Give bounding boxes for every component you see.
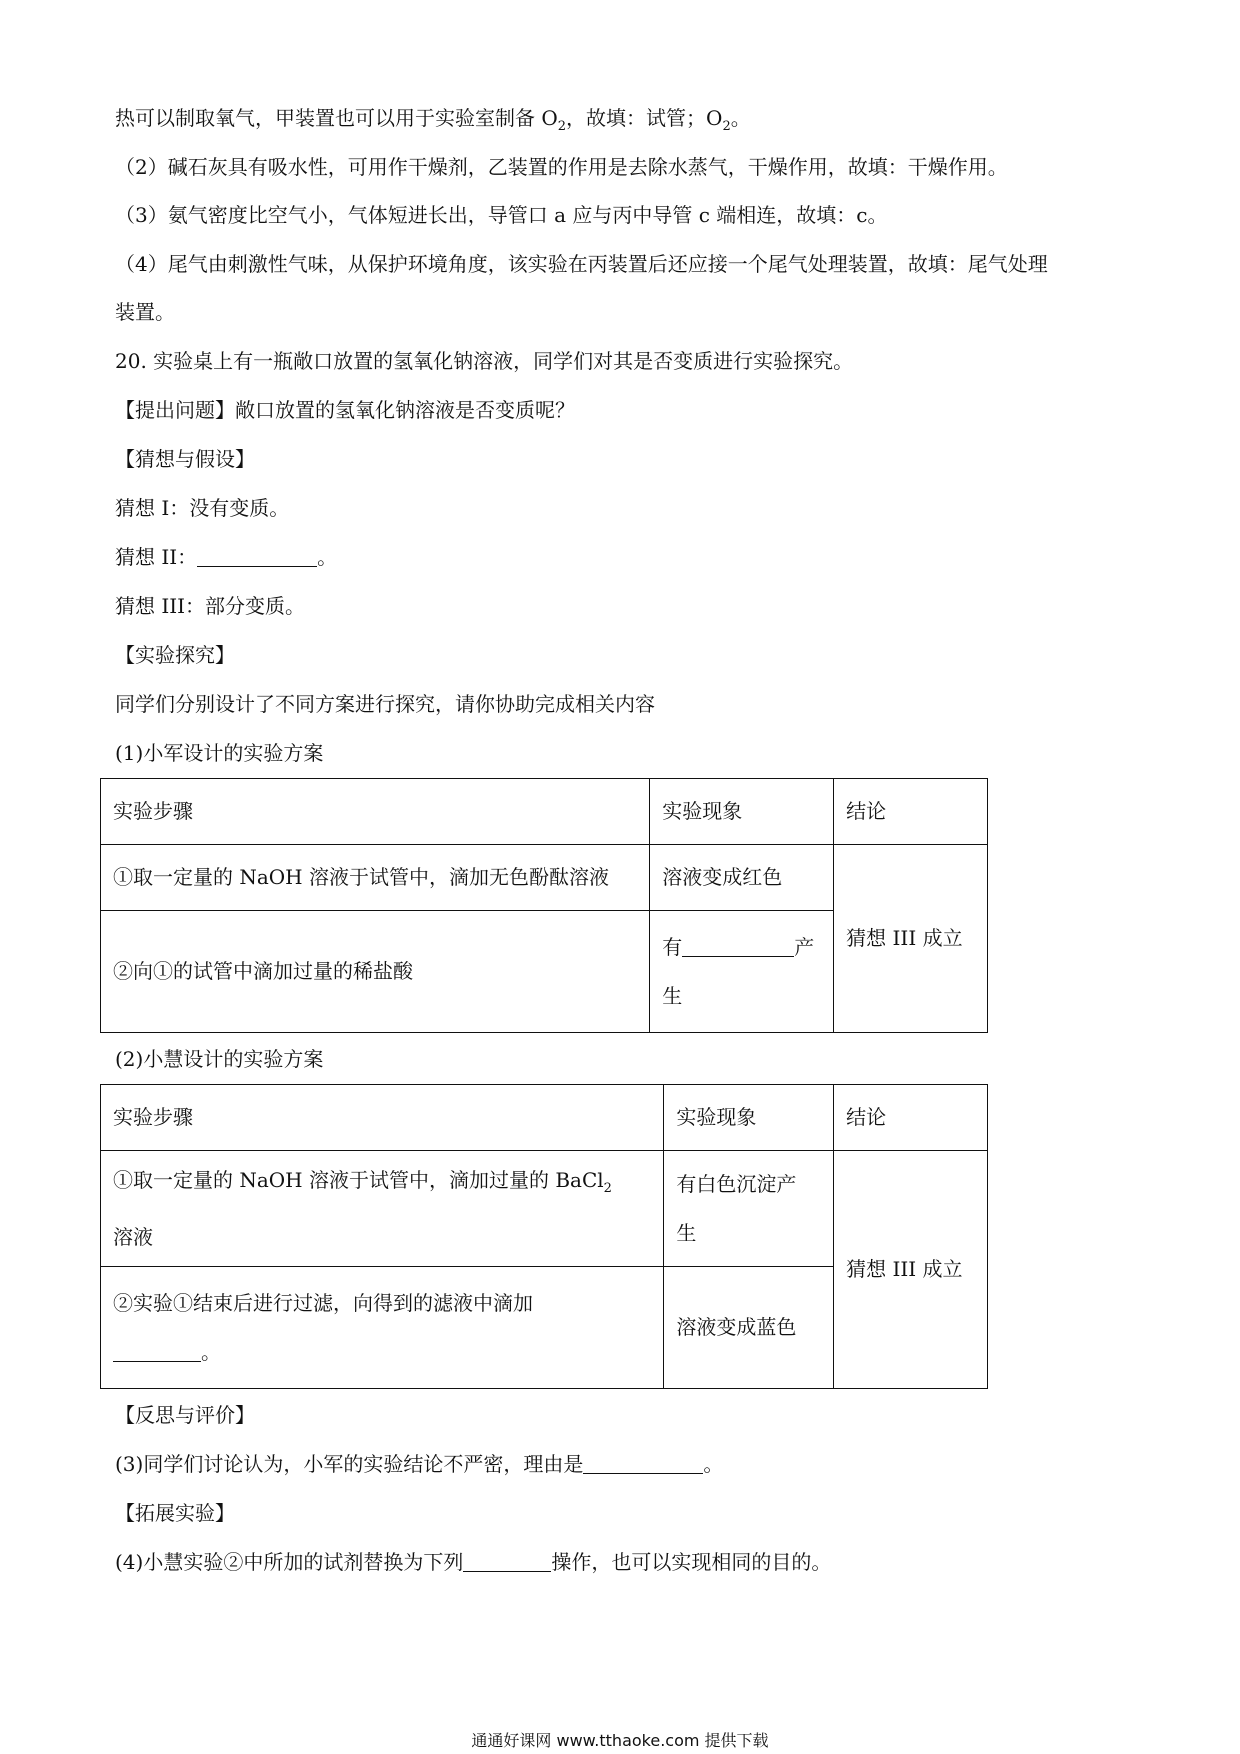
extend-question: (4)小慧实验②中所加的试剂替换为下列 操作，也可以实现相同的目的。 <box>115 1550 832 1574</box>
plan2-title: (2)小慧设计的实验方案 <box>115 1047 324 1071</box>
extend-heading: 【拓展实验】 <box>115 1501 235 1525</box>
page-footer: 通通好课网 www.tthaoke.com 提供下载 <box>471 1731 769 1750</box>
hypothesis-1: 猜想 I：没有变质。 <box>115 496 290 520</box>
hypothesis-2: 猜想 II： 。 <box>115 545 338 569</box>
header-conclusion: 结论 <box>834 1085 988 1151</box>
header-conclusion: 结论 <box>834 779 988 845</box>
step-cell: ②向①的试管中滴加过量的稀盐酸 <box>101 911 650 1033</box>
step-cell: ①取一定量的 NaOH 溶液于试管中，滴加过量的 BaCl$_2$ 溶液 <box>101 1151 664 1267</box>
plan1-title: (1)小军设计的实验方案 <box>115 741 324 765</box>
answer-line-3: （3）氨气密度比空气小，气体短进长出，导管口 a 应与丙中导管 c 端相连，故填：c。 <box>115 203 888 227</box>
answer-blank <box>113 1341 201 1362</box>
step-cell: ①取一定量的 NaOH 溶液于试管中，滴加无色酚酞溶液 <box>101 845 650 911</box>
answer-line-5: 装置。 <box>115 300 175 324</box>
header-observation: 实验现象 <box>650 779 834 845</box>
explore-intro: 同学们分别设计了不同方案进行探究，请你协助完成相关内容 <box>115 692 655 716</box>
question-20: 20. 实验桌上有一瓶敞口放置的氢氧化钠溶液，同学们对其是否变质进行实验探究。 <box>115 349 854 373</box>
conclusion-cell: 猜想 III 成立 <box>834 1151 988 1389</box>
hypothesis-heading: 【猜想与假设】 <box>115 447 255 471</box>
table-header-row <box>101 779 988 845</box>
answer-blank <box>463 1551 551 1572</box>
step-cell: ②实验①结束后进行过滤，向得到的滤液中滴加 。 <box>101 1267 664 1389</box>
reflect-question: (3)同学们讨论认为，小军的实验结论不严密，理由是 。 <box>115 1452 724 1476</box>
answer-line-2: （2）碱石灰具有吸水性，可用作干燥剂，乙装置的作用是去除水蒸气，干燥作用，故填：干燥作用。 <box>115 155 1008 179</box>
table-header-row <box>101 1085 988 1151</box>
answer-blank <box>583 1453 703 1474</box>
observation-cell: 有白色沉淀产 生 <box>664 1151 834 1267</box>
header-step: 实验步骤 <box>101 779 650 845</box>
answer-blank <box>197 546 317 567</box>
reflect-heading: 【反思与评价】 <box>115 1403 255 1427</box>
explore-heading: 【实验探究】 <box>115 643 235 667</box>
plan2-table <box>100 1084 988 1389</box>
answer-line-1: 热可以制取氧气，甲装置也可以用于实验室制备 $O_2$，故填：试管；$O_2$。 <box>115 106 751 134</box>
table-row <box>101 845 988 911</box>
problem-heading: 【提出问题】敞口放置的氢氧化钠溶液是否变质呢？ <box>115 398 575 422</box>
plan1-table <box>100 778 988 1033</box>
hypothesis-3: 猜想 III：部分变质。 <box>115 594 306 618</box>
observation-cell: 有 产 生 <box>650 911 834 1033</box>
conclusion-cell: 猜想 III 成立 <box>834 845 988 1033</box>
answer-blank <box>682 936 794 957</box>
observation-cell: 溶液变成蓝色 <box>664 1267 834 1389</box>
table-row <box>101 1151 988 1267</box>
observation-cell: 溶液变成红色 <box>650 845 834 911</box>
header-step: 实验步骤 <box>101 1085 664 1151</box>
answer-line-4: （4）尾气由刺激性气味，从保护环境角度，该实验在丙装置后还应接一个尾气处理装置，故填：尾气处理 <box>115 252 1048 276</box>
header-observation: 实验现象 <box>664 1085 834 1151</box>
